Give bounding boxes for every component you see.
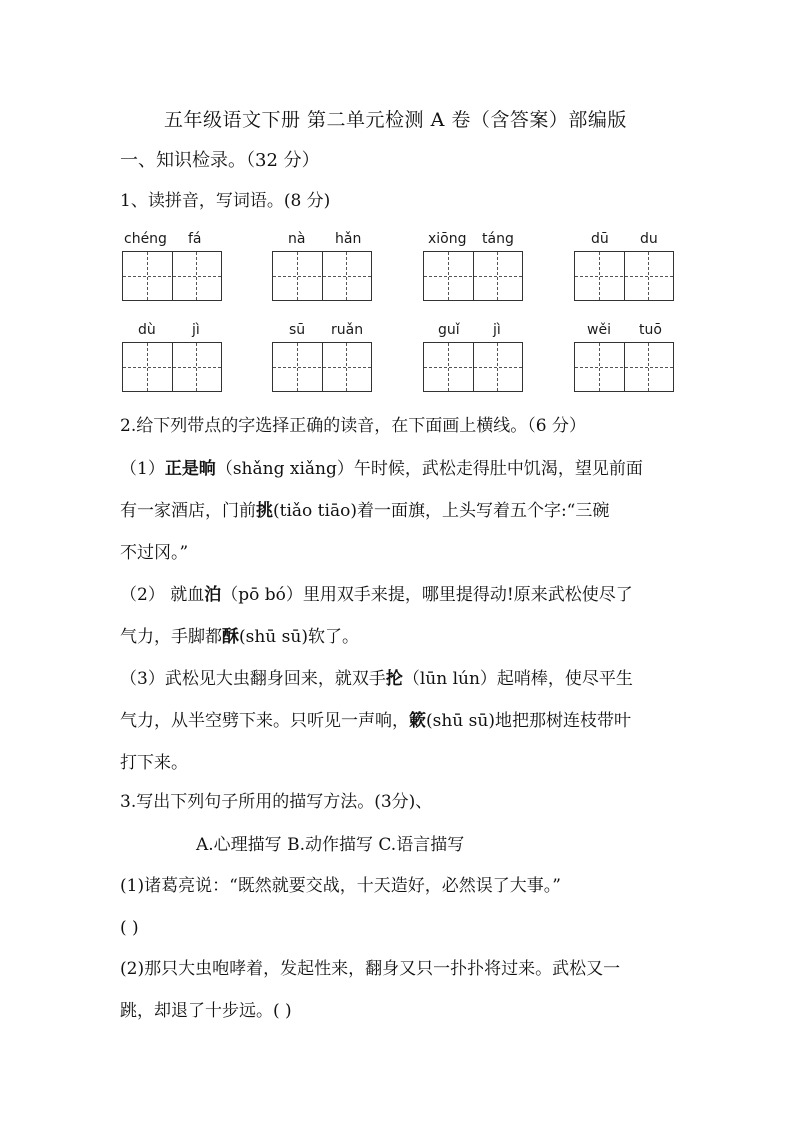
writing-grid[interactable] [122,251,222,301]
text: 气力，手脚都 [120,627,222,647]
writing-grid[interactable] [423,251,523,301]
question-2-sentence-1-line-2 [120,503,609,520]
page-title: 五年级语文下册 第二单元检测 A 卷（含答案）部编版 [164,109,627,131]
pinyin-label: dù [138,322,156,338]
text: （lūn lún）起哨棒，使尽平生 [402,669,633,689]
question-2-sentence-2-line-2 [120,629,359,646]
text: (tiǎo tiāo)着一面旗，上头写着五个字:“三碗 [273,501,610,521]
question-2-sentence-3-line-3: 打下来。 [120,753,188,773]
pinyin-label: nà [288,231,306,247]
question-3-options: A.心理描写 B.动作描写 C.语言描写 [196,835,465,855]
dotted-text: 正是 [164,459,199,479]
text: (shū sū)软了。 [239,627,359,647]
pinyin-label: tuō [639,322,662,338]
pinyin-label: táng [482,231,514,247]
writing-grid[interactable] [272,342,372,392]
question-3-sentence-2-line-1: (2)那只大虫咆哮着，发起性来，翻身又只一扑扑将过来。武松又一 [120,959,621,979]
pinyin-label: sū [289,322,306,338]
text: （pō bó）里用双手来提，哪里提得动!原来武松使尽了 [221,585,633,605]
pinyin-label: jì [493,322,501,338]
text: 有一家酒店，门前 [120,501,256,521]
text: 气力，从半空劈下来。只听见一声响， [120,711,409,731]
pinyin-label: ruǎn [331,322,364,338]
dotted-char: 酥 [222,627,239,647]
question-2-sentence-1-line-1 [120,461,643,478]
question-3-sentence-1: (1)诸葛亮说：“既然就要交战，十天造好，必然误了大事。” [120,876,561,896]
text: （3）武松见大虫翻身回来，就双手 [120,669,386,689]
pinyin-label: guǐ [438,322,460,338]
section-heading: 一、知识检录。（32 分） [120,150,320,171]
dotted-char: 晌 [198,459,216,479]
pinyin-label: jì [192,322,200,338]
text: （2） 就血 [120,585,205,605]
question-1-heading: 1、读拼音，写词语。(8 分) [120,191,331,211]
writing-grid[interactable] [122,342,222,392]
answer-blank[interactable]: ( ) [120,918,139,938]
question-3-heading: 3.写出下列句子所用的描写方法。(3分)、 [120,792,433,812]
pinyin-label: xiōng [428,231,467,247]
pinyin-label: chéng [124,231,167,247]
question-3-sentence-2-line-2: 跳，却退了十步远。( ) [120,1001,292,1021]
pinyin-label: wěi [587,322,611,338]
dotted-char: 簌 [409,711,426,731]
question-2-heading: 2.给下列带点的字选择正确的读音，在下面画上横线。（6 分） [120,416,586,436]
question-2-sentence-2-line-1 [120,587,633,604]
writing-grid[interactable] [574,251,674,301]
question-2-sentence-1-line-3: 不过冈。” [120,543,189,563]
writing-grid[interactable] [272,251,372,301]
pinyin-label: fá [188,231,202,247]
pinyin-label: du [640,231,658,247]
pinyin-label: dū [591,231,609,247]
pinyin-label: hǎn [335,231,362,247]
writing-grid[interactable] [574,342,674,392]
text: (shū sū)地把那树连枝带叶 [426,711,631,731]
text: （shǎng xiǎng）午时候，武松走得肚中饥渴，望见前面 [215,459,643,479]
question-2-sentence-3-line-1 [120,671,633,688]
question-2-sentence-3-line-2 [120,713,631,730]
writing-grid[interactable] [423,342,523,392]
dotted-char: 泊 [204,585,222,605]
dotted-char: 抡 [385,669,403,689]
text: （1） [120,459,165,479]
dotted-char: 挑 [256,501,273,521]
